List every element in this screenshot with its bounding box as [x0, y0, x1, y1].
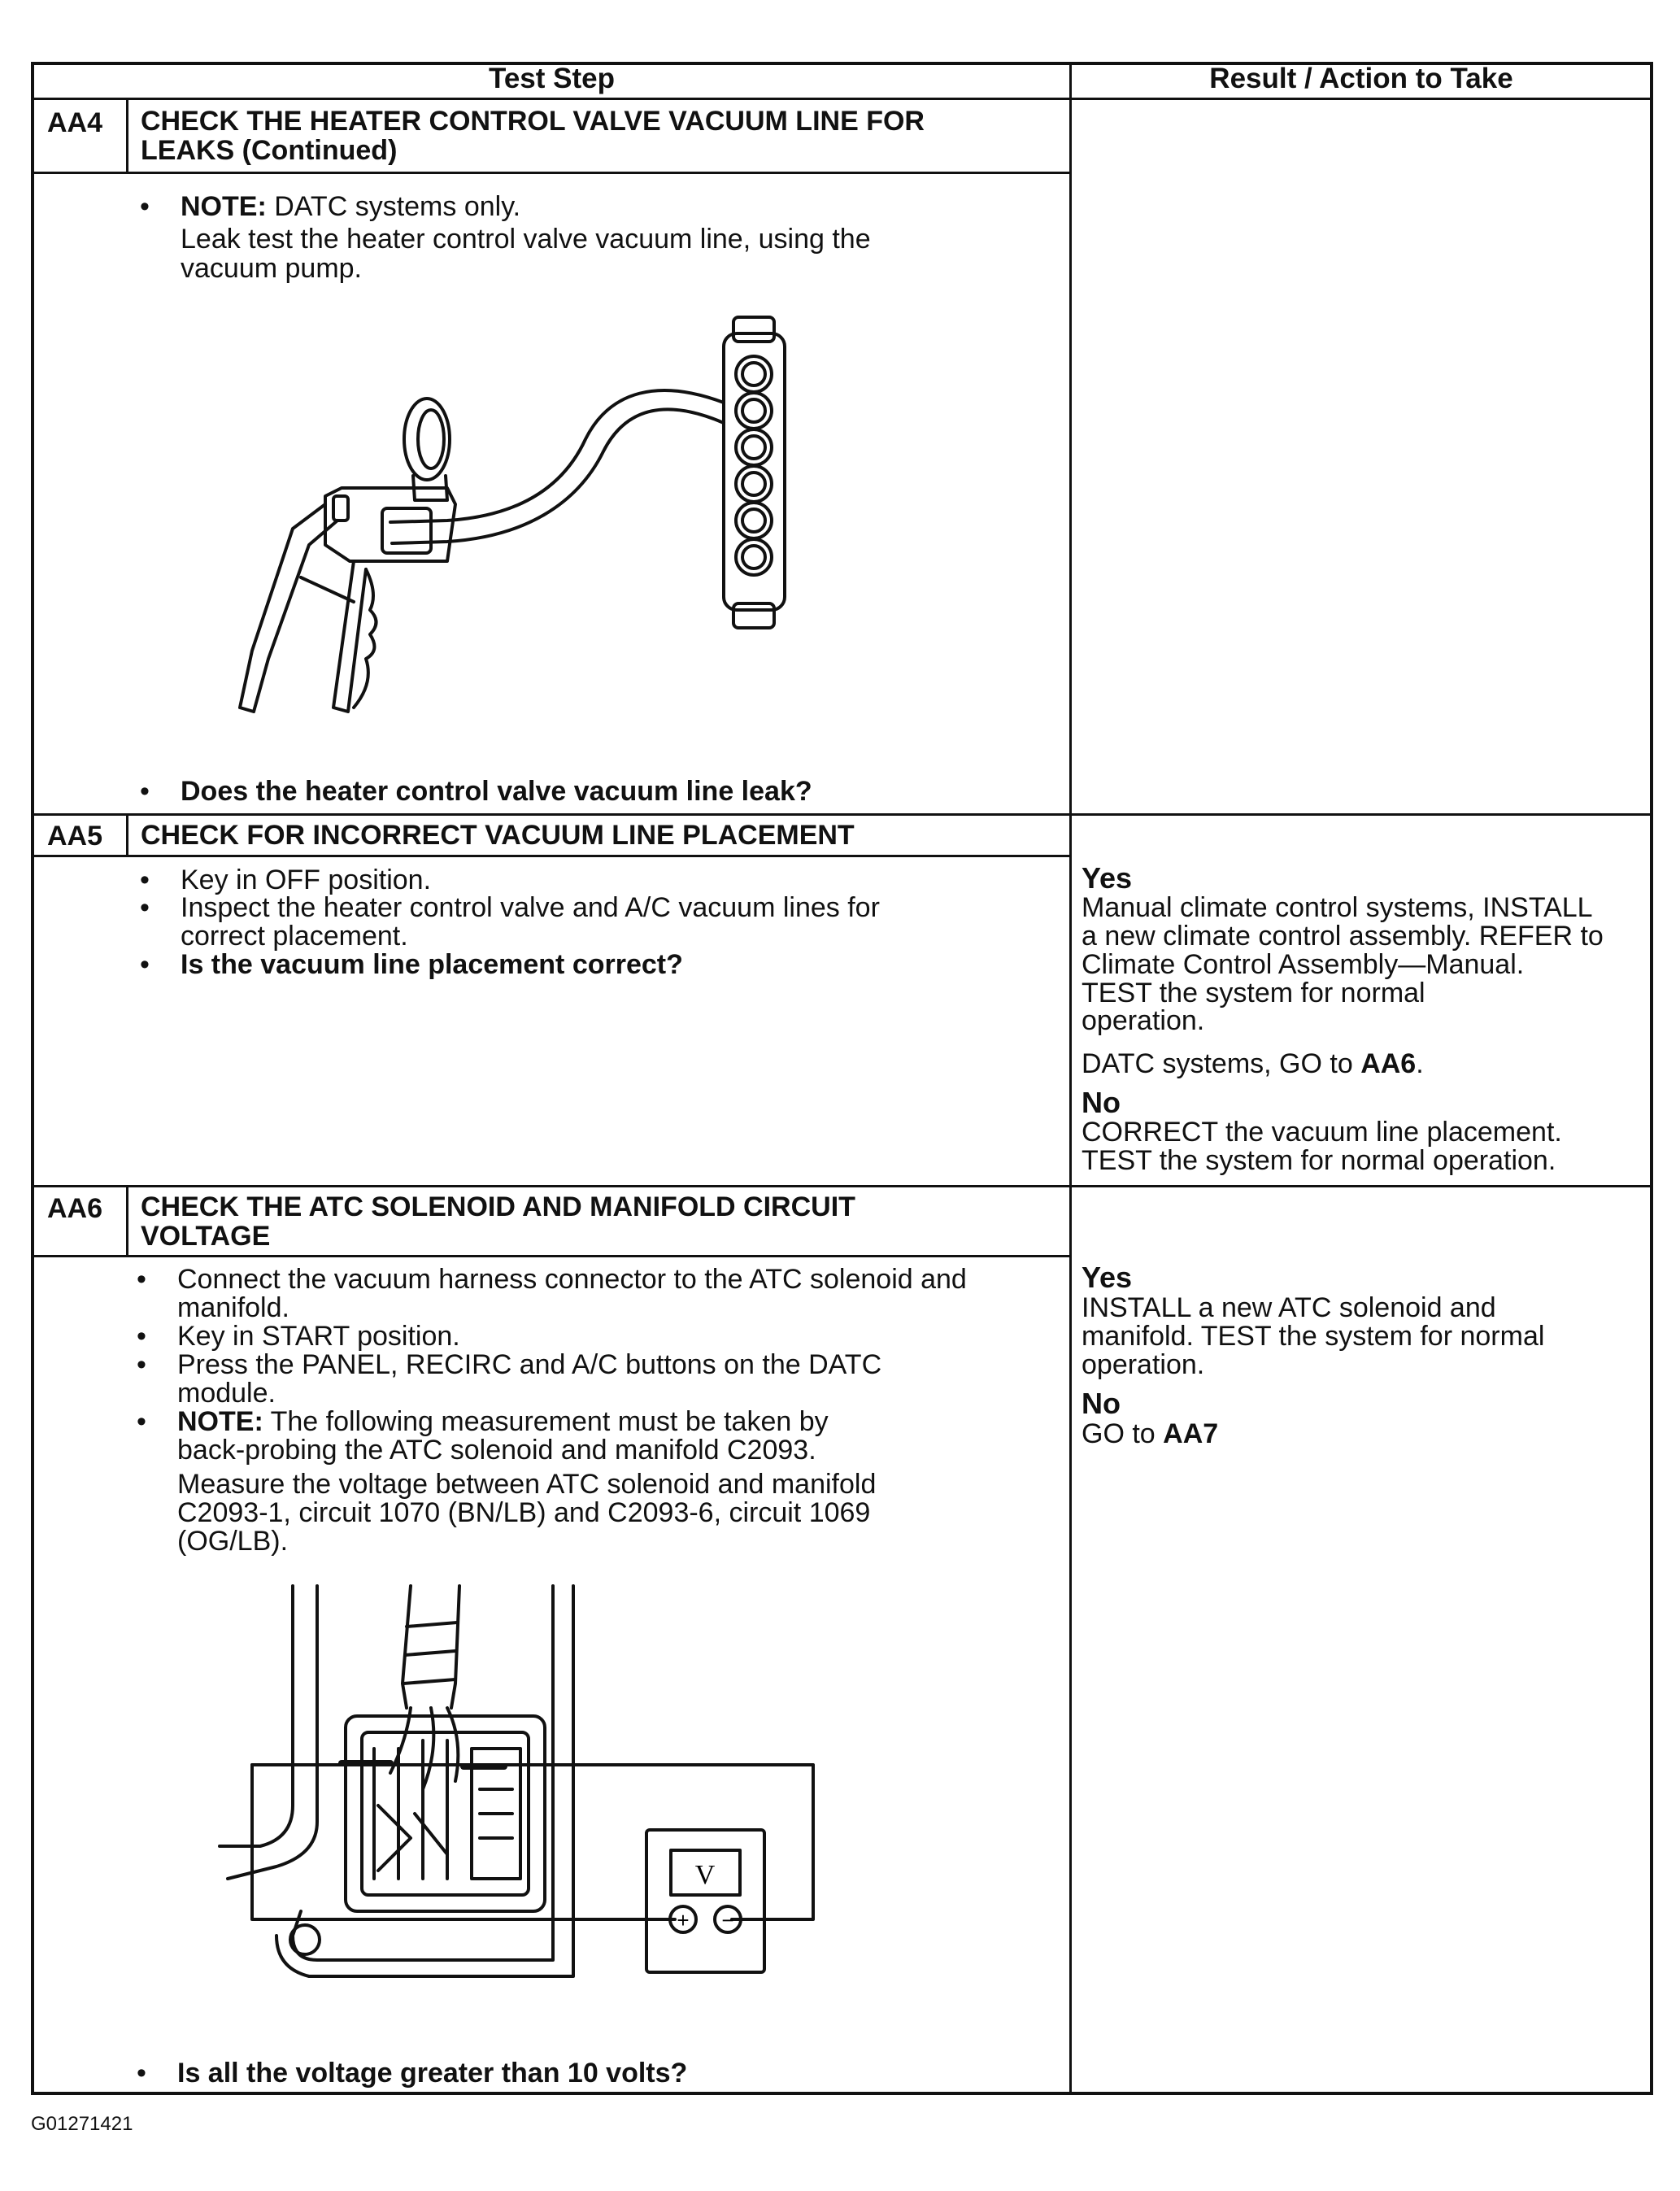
no-result: [1082, 1419, 1218, 1448]
datc-result: [1082, 1049, 1424, 1078]
row-divider: [31, 855, 1071, 857]
row-divider: [31, 98, 1653, 100]
datc-ref: AA6: [1360, 1048, 1417, 1079]
instruction-text: Key in OFF position.: [181, 865, 432, 895]
bullet: •: [137, 1264, 146, 1295]
step-id-aa6: AA6: [47, 1193, 103, 1224]
bullet: •: [140, 949, 150, 980]
bullet: •: [137, 1406, 146, 1437]
question-aa4: Does the heater control valve vacuum line leak?: [181, 776, 812, 807]
note-text: The following measurement must be taken by: [263, 1406, 829, 1437]
meter-symbol: V: [694, 1860, 716, 1890]
voltmeter-connector-illustration: [211, 1578, 829, 2001]
result-text: CORRECT the vacuum line placement.: [1082, 1117, 1562, 1148]
bullet: •: [137, 2058, 146, 2089]
id-divider: [126, 98, 128, 173]
question-aa5: Is the vacuum line placement correct?: [181, 949, 683, 980]
datc-end: .: [1416, 1048, 1424, 1079]
instruction-text: correct placement.: [181, 921, 408, 952]
step-title-aa6-cont: VOLTAGE: [141, 1221, 271, 1252]
bullet: •: [137, 1321, 146, 1352]
bullet: •: [137, 1349, 146, 1380]
datc-text: DATC systems, GO to: [1082, 1048, 1361, 1079]
id-divider: [126, 1185, 128, 1257]
result-text: a new climate control assembly. REFER to: [1082, 921, 1604, 952]
step-title-aa5: CHECK FOR INCORRECT VACUUM LINE PLACEMENT: [141, 820, 855, 851]
header-test-step: Test Step: [489, 63, 615, 94]
instruction-text: vacuum pump.: [181, 253, 362, 284]
note-line: [181, 192, 520, 221]
figure-id: G01271421: [31, 2113, 133, 2135]
bullet: •: [140, 892, 150, 923]
instruction-text: module.: [177, 1378, 276, 1409]
result-text: manifold. TEST the system for normal: [1082, 1321, 1545, 1352]
plus-terminal: +: [677, 1908, 690, 1932]
note-line: [177, 1407, 829, 1436]
step-title-aa4: CHECK THE HEATER CONTROL VALVE VACUUM LINE FOR: [141, 106, 925, 137]
no-label: No: [1082, 1387, 1121, 1420]
instruction-text: manifold.: [177, 1292, 289, 1323]
vacuum-pump-illustration: [203, 301, 870, 732]
instruction-text: Press the PANEL, RECIRC and A/C buttons on the DATC: [177, 1349, 882, 1380]
minus-terminal: −: [721, 1908, 734, 1932]
bullet: •: [140, 191, 150, 222]
note-label: NOTE:: [181, 191, 267, 222]
row-divider: [31, 1255, 1071, 1257]
no-label: No: [1082, 1086, 1121, 1119]
instruction-text: Key in START position.: [177, 1321, 460, 1352]
instruction-text: Measure the voltage between ATC solenoid and manifold: [177, 1469, 877, 1500]
no-ref: AA7: [1163, 1418, 1219, 1449]
result-text: operation.: [1082, 1005, 1205, 1036]
header-result-action: Result / Action to Take: [1209, 63, 1513, 94]
step-id-aa5: AA5: [47, 821, 103, 852]
yes-label: Yes: [1082, 1261, 1133, 1294]
bullet: •: [140, 776, 150, 807]
row-divider: [31, 1185, 1653, 1187]
instruction-text: C2093-1, circuit 1070 (BN/LB) and C2093-6, circuit 1069: [177, 1497, 871, 1528]
instruction-text: Inspect the heater control valve and A/C vacuum lines for: [181, 892, 880, 923]
no-text: GO to: [1082, 1418, 1164, 1449]
bullet: •: [140, 865, 150, 895]
instruction-text: back-probing the ATC solenoid and manifold C2093.: [177, 1435, 816, 1466]
yes-label: Yes: [1082, 861, 1133, 895]
row-divider: [31, 813, 1653, 816]
instruction-text: (OG/LB).: [177, 1526, 289, 1557]
instruction-text: Connect the vacuum harness connector to the ATC solenoid and: [177, 1264, 967, 1295]
result-text: INSTALL a new ATC solenoid and: [1082, 1292, 1496, 1323]
result-text: TEST the system for normal operation.: [1082, 1145, 1556, 1176]
step-id-aa4: AA4: [47, 107, 103, 138]
note-text: DATC systems only.: [266, 191, 521, 222]
result-text: operation.: [1082, 1349, 1205, 1380]
step-title-aa4-cont: LEAKS (Continued): [141, 135, 398, 166]
step-title-aa6: CHECK THE ATC SOLENOID AND MANIFOLD CIRCUIT: [141, 1191, 855, 1222]
note-label: NOTE:: [177, 1406, 263, 1437]
id-divider: [126, 813, 128, 856]
row-divider: [31, 172, 1071, 174]
column-divider: [1069, 62, 1072, 2095]
instruction-text: Leak test the heater control valve vacuum line, using the: [181, 224, 871, 255]
question-aa6: Is all the voltage greater than 10 volts?: [177, 2058, 688, 2089]
result-text: Manual climate control systems, INSTALL: [1082, 892, 1593, 923]
result-text: TEST the system for normal: [1082, 978, 1425, 1008]
result-text: Climate Control Assembly—Manual.: [1082, 949, 1525, 980]
